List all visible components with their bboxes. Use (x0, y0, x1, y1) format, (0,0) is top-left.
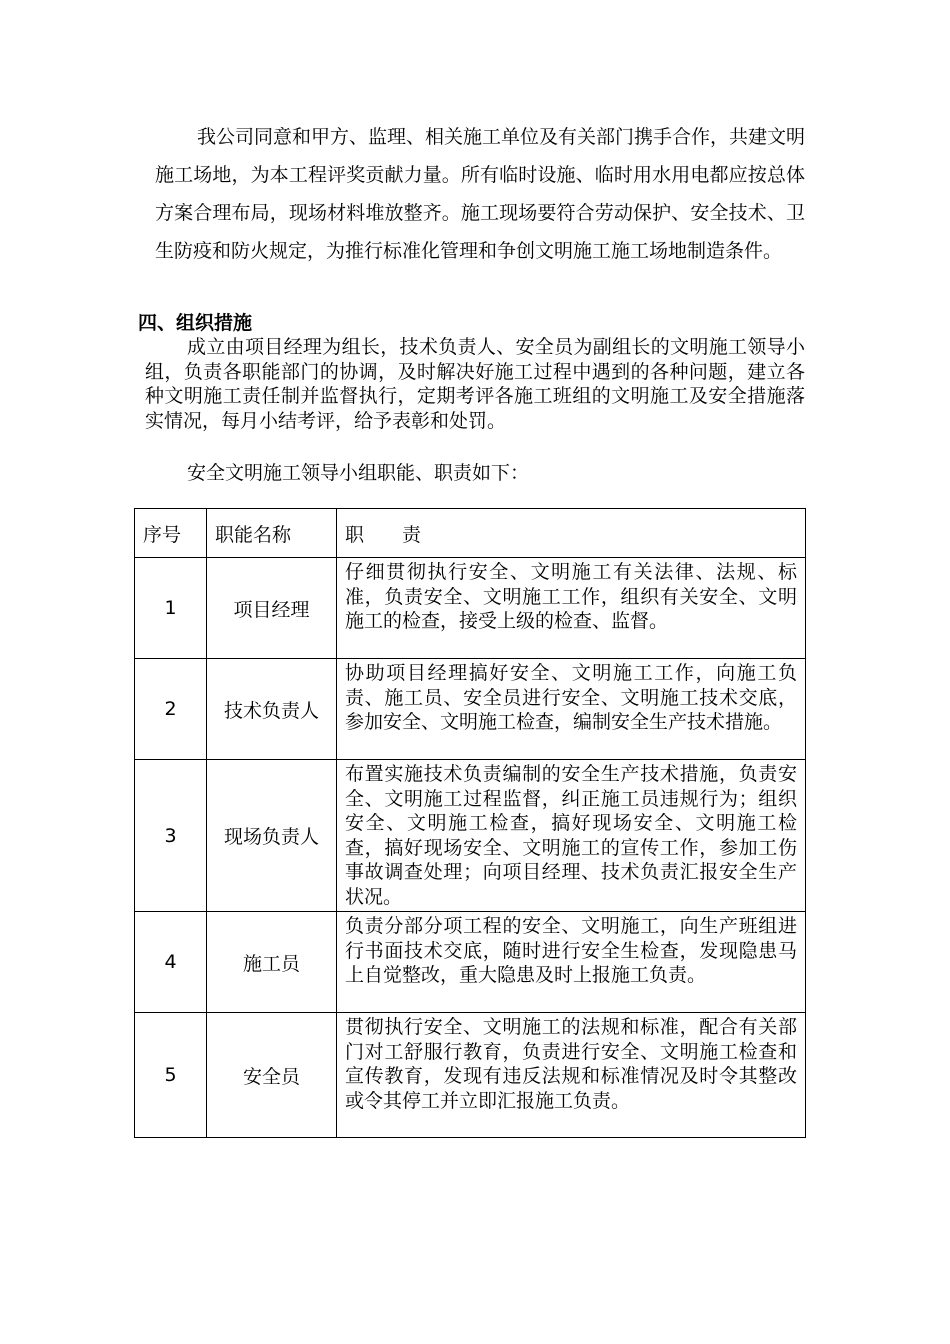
table-row (135, 558, 806, 659)
table-intro: 安全文明施工领导小组职能、职责如下： (187, 462, 530, 484)
table-row (135, 659, 806, 760)
row-number: 3 (135, 760, 207, 912)
row-duty: 贯彻执行安全、文明施工的法规和标准，配合有关部门对工舒服行教育，负责进行安全、文明施工检查和宣传教育，发现有违反法规和标准情况及时令其整改或令其停工并立即汇报施工负责。 (337, 1013, 806, 1138)
row-duty: 协助项目经理搞好安全、文明施工工作，向施工负责、施工员、安全员进行安全、文明施工技术交底，参加安全、文明施工检查，编制安全生产技术措施。 (337, 659, 806, 760)
row-role: 项目经理 (207, 558, 337, 659)
table-header-row (135, 509, 806, 558)
row-number: 1 (135, 558, 207, 659)
paragraph-organization: 成立由项目经理为组长，技术负责人、安全员为副组长的文明施工领导小组，负责各职能部门的协调，及时解决好施工过程中遇到的各种问题，建立各种文明施工责任制并监督执行，定期考评各施工班组的文明施工及安全措施落实情况，每月小结考评，给予表彰和处罚。 (145, 336, 805, 432)
section-heading: 四、组织措施 (138, 312, 253, 334)
table-row (135, 1013, 806, 1138)
row-role: 技术负责人 (207, 659, 337, 760)
row-duty: 仔细贯彻执行安全、文明施工有关法律、法规、标准，负责安全、文明施工工作，组织有关安全、文明施工的检查，接受上级的检查、监督。 (337, 558, 806, 659)
row-number: 2 (135, 659, 207, 760)
row-number: 5 (135, 1013, 207, 1138)
row-duty: 布置实施技术负责编制的安全生产技术措施，负责安全、文明施工过程监督，纠正施工员违规行为；组织安全、文明施工检查，搞好现场安全、文明施工检查，搞好现场安全、文明施工的宣传工作，参加工伤事故调查处理；向项目经理、技术负责汇报安全生产状况。 (337, 760, 806, 912)
row-role: 施工员 (207, 912, 337, 1013)
table-row (135, 912, 806, 1013)
row-role: 现场负责人 (207, 760, 337, 912)
header-number: 序号 (135, 509, 207, 558)
row-number: 4 (135, 912, 207, 1013)
row-duty: 负责分部分项工程的安全、文明施工，向生产班组进行书面技术交底，随时进行安全生检查，发现隐患马上自觉整改，重大隐患及时上报施工负责。 (337, 912, 806, 1013)
table-row (135, 760, 806, 912)
paragraph-cooperation: 我公司同意和甲方、监理、相关施工单位及有关部门携手合作，共建文明施工场地，为本工程评奖贡献力量。所有临时设施、临时用水用电都应按总体方案合理布局，现场材料堆放整齐。施工现场要符合劳动保护、安全技术、卫生防疫和防火规定，为推行标准化管理和争创文明施工施工场地制造条件。 (155, 126, 806, 262)
header-role: 职能名称 (207, 509, 337, 558)
row-role: 安全员 (207, 1013, 337, 1138)
duty-table (134, 508, 806, 1138)
header-duty: 职 责 (337, 509, 806, 558)
